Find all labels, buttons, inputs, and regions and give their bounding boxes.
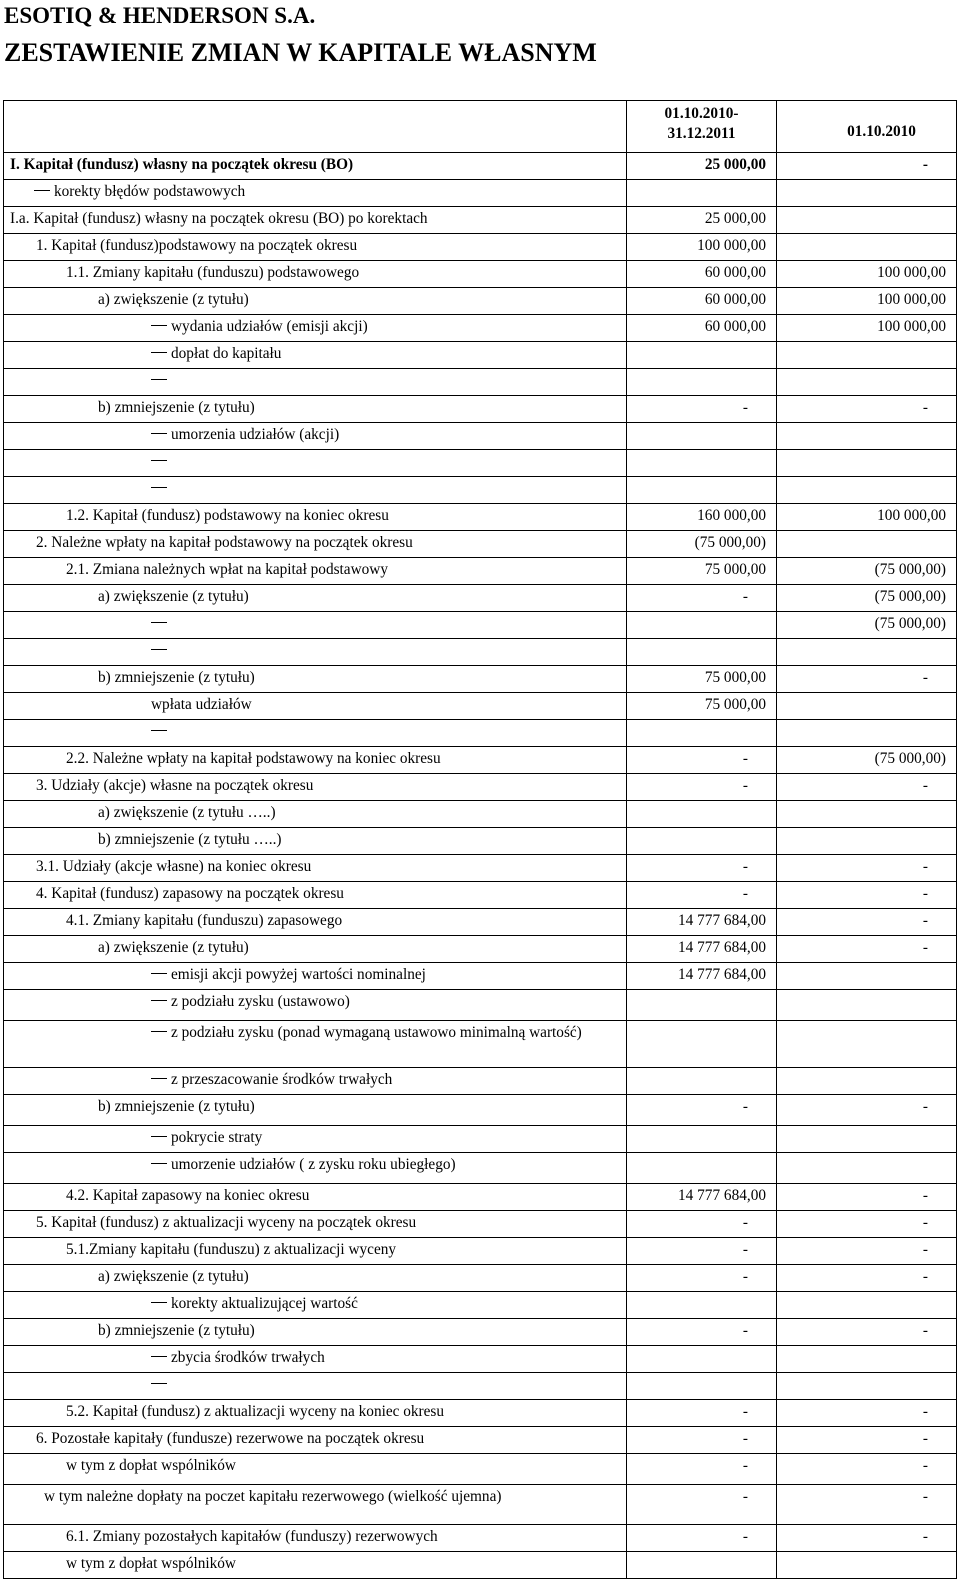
value-period-cell [627, 1068, 777, 1095]
row-label-cell [4, 423, 627, 450]
row-label: z przeszacowanie środków trwałych [171, 1071, 393, 1088]
dash-bullet-icon [151, 1383, 167, 1384]
value-period-cell: - [627, 1400, 777, 1427]
row-label: b) zmniejszenie (z tytułu) [98, 1322, 255, 1339]
value-date-cell: - [777, 1525, 957, 1552]
table-row [4, 1400, 957, 1427]
dash-bullet-icon [151, 1302, 167, 1303]
table-row [4, 558, 957, 585]
value-period-cell [627, 828, 777, 855]
table-row [4, 1153, 957, 1184]
table-row [4, 666, 957, 693]
column-header-period-line1: 01.10.2010- [664, 105, 739, 122]
table-row [4, 1525, 957, 1552]
row-label-cell [4, 558, 627, 585]
value-date-cell [777, 531, 957, 558]
row-label-cell [4, 747, 627, 774]
row-label-cell [4, 207, 627, 234]
value-date-cell [777, 1068, 957, 1095]
row-label-cell [4, 639, 627, 666]
value-period-cell [627, 477, 777, 504]
value-period-cell: 25 000,00 [627, 153, 777, 180]
dash-bullet-icon [151, 433, 167, 434]
row-label: 3.1. Udziały (akcje własne) na koniec okresu [36, 858, 312, 875]
value-date-cell: - [777, 153, 957, 180]
row-label: korekty błędów podstawowych [54, 183, 246, 200]
table-row [4, 1346, 957, 1373]
table-row [4, 261, 957, 288]
dash-bullet-icon [34, 190, 50, 191]
table-row [4, 423, 957, 450]
value-date-cell: - [777, 1265, 957, 1292]
row-label: 2. Należne wpłaty na kapitał podstawowy na początek okresu [36, 534, 413, 551]
table-header-row [4, 101, 957, 153]
value-date-cell: - [777, 855, 957, 882]
value-date-cell: 100 000,00 [777, 315, 957, 342]
value-date-cell [777, 828, 957, 855]
table-row [4, 1068, 957, 1095]
row-label: 1. Kapitał (fundusz)podstawowy na początek okresu [36, 237, 358, 254]
row-label: 6.1. Zmiany pozostałych kapitałów (funduszy) rezerwowych [66, 1528, 438, 1545]
row-label-cell [4, 477, 627, 504]
row-label: dopłat do kapitału [171, 345, 282, 362]
row-label-cell [4, 1184, 627, 1211]
table-row [4, 1552, 957, 1579]
value-date-cell: - [777, 1238, 957, 1265]
row-label: 4.2. Kapitał zapasowy na koniec okresu [66, 1187, 310, 1204]
table-row [4, 288, 957, 315]
value-date-cell [777, 990, 957, 1021]
row-label: w tym z dopłat wspólników [66, 1555, 236, 1572]
row-label-cell [4, 1021, 627, 1068]
value-date-cell: - [777, 666, 957, 693]
row-label-cell [4, 855, 627, 882]
value-date-cell: (75 000,00) [777, 585, 957, 612]
header-empty-cell [4, 101, 627, 153]
value-period-cell: - [627, 1525, 777, 1552]
dash-bullet-icon [151, 622, 167, 623]
value-period-cell: 60 000,00 [627, 288, 777, 315]
table-row [4, 693, 957, 720]
table-row [4, 180, 957, 207]
value-period-cell [627, 612, 777, 639]
dash-bullet-icon [151, 379, 167, 380]
row-label: umorzenie udziałów ( z zysku roku ubiegłego) [171, 1156, 456, 1173]
table-row [4, 1427, 957, 1454]
table-row [4, 504, 957, 531]
row-label: b) zmniejszenie (z tytułu) [98, 1098, 255, 1115]
row-label-cell [4, 261, 627, 288]
value-period-cell: 75 000,00 [627, 558, 777, 585]
row-label: 1.2. Kapitał (fundusz) podstawowy na koniec okresu [66, 507, 389, 524]
value-date-cell [777, 1292, 957, 1319]
table-row [4, 1021, 957, 1068]
table-row [4, 585, 957, 612]
row-label-cell [4, 774, 627, 801]
value-date-cell [777, 720, 957, 747]
row-label-cell [4, 288, 627, 315]
value-period-cell: - [627, 747, 777, 774]
row-label-cell [4, 720, 627, 747]
value-date-cell: - [777, 1454, 957, 1485]
row-label: 5. Kapitał (fundusz) z aktualizacji wyceny na początek okresu [36, 1214, 417, 1231]
dash-bullet-icon [151, 649, 167, 650]
table-row [4, 774, 957, 801]
row-label-cell [4, 1068, 627, 1095]
value-date-cell [777, 207, 957, 234]
table-row [4, 1485, 957, 1525]
table-row [4, 639, 957, 666]
value-period-cell: 25 000,00 [627, 207, 777, 234]
row-label: 5.1.Zmiany kapitału (funduszu) z aktualizacji wyceny [66, 1241, 397, 1258]
value-period-cell [627, 369, 777, 396]
value-date-cell [777, 477, 957, 504]
value-date-cell [777, 801, 957, 828]
row-label: b) zmniejszenie (z tytułu) [98, 669, 255, 686]
row-label-cell [4, 666, 627, 693]
value-date-cell [777, 1153, 957, 1184]
row-label-cell [4, 369, 627, 396]
row-label-cell [4, 234, 627, 261]
value-date-cell: - [777, 1095, 957, 1126]
value-date-cell [777, 369, 957, 396]
dash-bullet-icon [151, 973, 167, 974]
row-label-cell [4, 963, 627, 990]
row-label-cell [4, 828, 627, 855]
value-date-cell: (75 000,00) [777, 558, 957, 585]
value-period-cell: - [627, 1211, 777, 1238]
row-label: 2.1. Zmiana należnych wpłat na kapitał podstawowy [66, 561, 388, 578]
column-header-date: 01.10.2010 [777, 101, 957, 153]
value-date-cell: - [777, 1319, 957, 1346]
row-label: umorzenia udziałów (akcji) [171, 426, 340, 443]
value-period-cell: - [627, 1095, 777, 1126]
row-label-cell [4, 315, 627, 342]
row-label-cell [4, 1126, 627, 1153]
row-label-cell [4, 1211, 627, 1238]
value-period-cell [627, 1126, 777, 1153]
table-row [4, 855, 957, 882]
row-label-cell [4, 1373, 627, 1400]
value-period-cell: 160 000,00 [627, 504, 777, 531]
value-period-cell: 14 777 684,00 [627, 963, 777, 990]
value-period-cell [627, 1021, 777, 1068]
value-period-cell [627, 1292, 777, 1319]
value-date-cell [777, 423, 957, 450]
row-label-cell [4, 1400, 627, 1427]
row-label-cell [4, 180, 627, 207]
row-label-cell [4, 1427, 627, 1454]
value-date-cell [777, 1373, 957, 1400]
value-period-cell: - [627, 882, 777, 909]
value-period-cell: - [627, 1319, 777, 1346]
table-row [4, 234, 957, 261]
table-row [4, 990, 957, 1021]
value-date-cell [777, 1346, 957, 1373]
row-label-cell [4, 1454, 627, 1485]
dash-bullet-icon [151, 1163, 167, 1164]
row-label: wpłata udziałów [151, 696, 252, 713]
table-row [4, 1238, 957, 1265]
row-label-cell [4, 1153, 627, 1184]
value-date-cell: - [777, 1400, 957, 1427]
table-row [4, 936, 957, 963]
value-period-cell: 14 777 684,00 [627, 909, 777, 936]
table-row [4, 1126, 957, 1153]
value-date-cell: (75 000,00) [777, 747, 957, 774]
value-period-cell: 100 000,00 [627, 234, 777, 261]
row-label-cell [4, 612, 627, 639]
value-date-cell: 100 000,00 [777, 504, 957, 531]
row-label-cell [4, 450, 627, 477]
table-row [4, 720, 957, 747]
dash-bullet-icon [151, 487, 167, 488]
dash-bullet-icon [151, 1000, 167, 1001]
table-row [4, 1211, 957, 1238]
value-date-cell [777, 450, 957, 477]
dash-bullet-icon [151, 1031, 167, 1032]
value-date-cell [777, 639, 957, 666]
dash-bullet-icon [151, 325, 167, 326]
table-row [4, 396, 957, 423]
table-row [4, 828, 957, 855]
row-label: z podziału zysku (ponad wymaganą ustawowo minimalną wartość) [171, 1024, 582, 1041]
value-date-cell [777, 1126, 957, 1153]
value-period-cell [627, 639, 777, 666]
table-row [4, 207, 957, 234]
table-row [4, 963, 957, 990]
table-row [4, 1184, 957, 1211]
document-title: ZESTAWIENIE ZMIAN W KAPITALE WŁASNYM [4, 38, 597, 67]
value-period-cell: - [627, 855, 777, 882]
value-period-cell: 75 000,00 [627, 693, 777, 720]
value-period-cell: (75 000,00) [627, 531, 777, 558]
value-period-cell: 14 777 684,00 [627, 1184, 777, 1211]
value-period-cell [627, 1373, 777, 1400]
value-date-cell: - [777, 1427, 957, 1454]
table-row [4, 801, 957, 828]
row-label: w tym z dopłat wspólników [66, 1457, 236, 1474]
row-label-cell [4, 1346, 627, 1373]
column-header-period-line2: 31.12.2011 [667, 125, 736, 142]
value-date-cell: (75 000,00) [777, 612, 957, 639]
value-period-cell [627, 342, 777, 369]
table-row [4, 477, 957, 504]
row-label: b) zmniejszenie (z tytułu …..) [98, 831, 282, 848]
equity-changes-table [3, 100, 957, 1579]
row-label-cell [4, 342, 627, 369]
dash-bullet-icon [151, 730, 167, 731]
value-date-cell: - [777, 882, 957, 909]
table-row [4, 531, 957, 558]
value-date-cell: - [777, 396, 957, 423]
row-label-cell [4, 1238, 627, 1265]
row-label-cell [4, 936, 627, 963]
value-date-cell [777, 1552, 957, 1579]
row-label: korekty aktualizującej wartość [171, 1295, 358, 1312]
row-label: a) zwiększenie (z tytułu) [98, 291, 249, 308]
table-row [4, 450, 957, 477]
value-date-cell [777, 1021, 957, 1068]
value-date-cell [777, 693, 957, 720]
value-date-cell: - [777, 1211, 957, 1238]
row-label-cell [4, 1292, 627, 1319]
table-row [4, 1292, 957, 1319]
row-label: 4. Kapitał (fundusz) zapasowy na początek okresu [36, 885, 344, 902]
dash-bullet-icon [151, 460, 167, 461]
row-label-cell [4, 1319, 627, 1346]
table-row [4, 369, 957, 396]
value-date-cell [777, 234, 957, 261]
value-period-cell: 60 000,00 [627, 315, 777, 342]
row-label-cell [4, 1552, 627, 1579]
value-date-cell: - [777, 1485, 957, 1525]
row-label: emisji akcji powyżej wartości nominalnej [171, 966, 426, 983]
row-label: wydania udziałów (emisji akcji) [171, 318, 368, 335]
value-date-cell: - [777, 936, 957, 963]
row-label-cell [4, 396, 627, 423]
value-period-cell: - [627, 1427, 777, 1454]
row-label-cell [4, 1095, 627, 1126]
value-period-cell [627, 990, 777, 1021]
row-label: w tym należne dopłaty na poczet kapitału rezerwowego (wielkość ujemna) [44, 1488, 502, 1505]
row-label: I. Kapitał (fundusz) własny na początek okresu (BO) [10, 156, 354, 173]
table-row [4, 909, 957, 936]
row-label: 2.2. Należne wpłaty na kapitał podstawowy na koniec okresu [66, 750, 441, 767]
row-label-cell [4, 531, 627, 558]
table-row [4, 882, 957, 909]
table-row [4, 315, 957, 342]
value-period-cell: - [627, 1265, 777, 1292]
table-row [4, 1265, 957, 1292]
dash-bullet-icon [151, 1136, 167, 1137]
table-row [4, 1319, 957, 1346]
dash-bullet-icon [151, 1078, 167, 1079]
row-label-cell [4, 1525, 627, 1552]
row-label-cell [4, 882, 627, 909]
value-date-cell [777, 963, 957, 990]
value-period-cell: 75 000,00 [627, 666, 777, 693]
value-period-cell [627, 180, 777, 207]
value-period-cell [627, 720, 777, 747]
row-label: zbycia środków trwałych [171, 1349, 325, 1366]
row-label-cell [4, 801, 627, 828]
row-label-cell [4, 585, 627, 612]
table-row [4, 612, 957, 639]
row-label: I.a. Kapitał (fundusz) własny na początek okresu (BO) po korektach [10, 210, 428, 227]
value-period-cell: - [627, 1238, 777, 1265]
table-row [4, 1454, 957, 1485]
row-label-cell [4, 153, 627, 180]
value-date-cell: 100 000,00 [777, 261, 957, 288]
value-period-cell [627, 801, 777, 828]
company-name: ESOTIQ & HENDERSON S.A. [4, 3, 316, 28]
row-label-cell [4, 504, 627, 531]
row-label-cell [4, 1265, 627, 1292]
value-date-cell: - [777, 909, 957, 936]
value-period-cell [627, 1552, 777, 1579]
dash-bullet-icon [151, 1356, 167, 1357]
row-label: a) zwiększenie (z tytułu) [98, 939, 249, 956]
value-date-cell: 100 000,00 [777, 288, 957, 315]
value-period-cell [627, 423, 777, 450]
value-period-cell: - [627, 585, 777, 612]
value-period-cell: - [627, 1485, 777, 1525]
row-label: pokrycie straty [171, 1129, 263, 1146]
value-period-cell: - [627, 396, 777, 423]
value-period-cell: - [627, 1454, 777, 1485]
table-row [4, 747, 957, 774]
table-row [4, 1095, 957, 1126]
row-label-cell [4, 990, 627, 1021]
table-row [4, 153, 957, 180]
row-label-cell [4, 693, 627, 720]
value-period-cell [627, 1153, 777, 1184]
row-label: a) zwiększenie (z tytułu) [98, 588, 249, 605]
row-label: b) zmniejszenie (z tytułu) [98, 399, 255, 416]
row-label: 5.2. Kapitał (fundusz) z aktualizacji wyceny na koniec okresu [66, 1403, 445, 1420]
value-period-cell [627, 1346, 777, 1373]
row-label: 1.1. Zmiany kapitału (funduszu) podstawowego [66, 264, 360, 281]
value-date-cell [777, 180, 957, 207]
row-label-cell [4, 1485, 627, 1525]
value-period-cell: 60 000,00 [627, 261, 777, 288]
table-row [4, 342, 957, 369]
value-date-cell: - [777, 774, 957, 801]
row-label: 4.1. Zmiany kapitału (funduszu) zapasowego [66, 912, 343, 929]
column-header-period [627, 101, 777, 153]
value-period-cell [627, 450, 777, 477]
dash-bullet-icon [151, 352, 167, 353]
value-date-cell: - [777, 1184, 957, 1211]
table-row [4, 1373, 957, 1400]
value-date-cell [777, 342, 957, 369]
row-label-cell [4, 909, 627, 936]
row-label: 3. Udziały (akcje) własne na początek okresu [36, 777, 314, 794]
row-label: 6. Pozostałe kapitały (fundusze) rezerwowe na początek okresu [36, 1430, 425, 1447]
value-period-cell: 14 777 684,00 [627, 936, 777, 963]
row-label: z podziału zysku (ustawowo) [171, 993, 350, 1010]
value-period-cell: - [627, 774, 777, 801]
row-label: a) zwiększenie (z tytułu …..) [98, 804, 276, 821]
row-label: a) zwiększenie (z tytułu) [98, 1268, 249, 1285]
